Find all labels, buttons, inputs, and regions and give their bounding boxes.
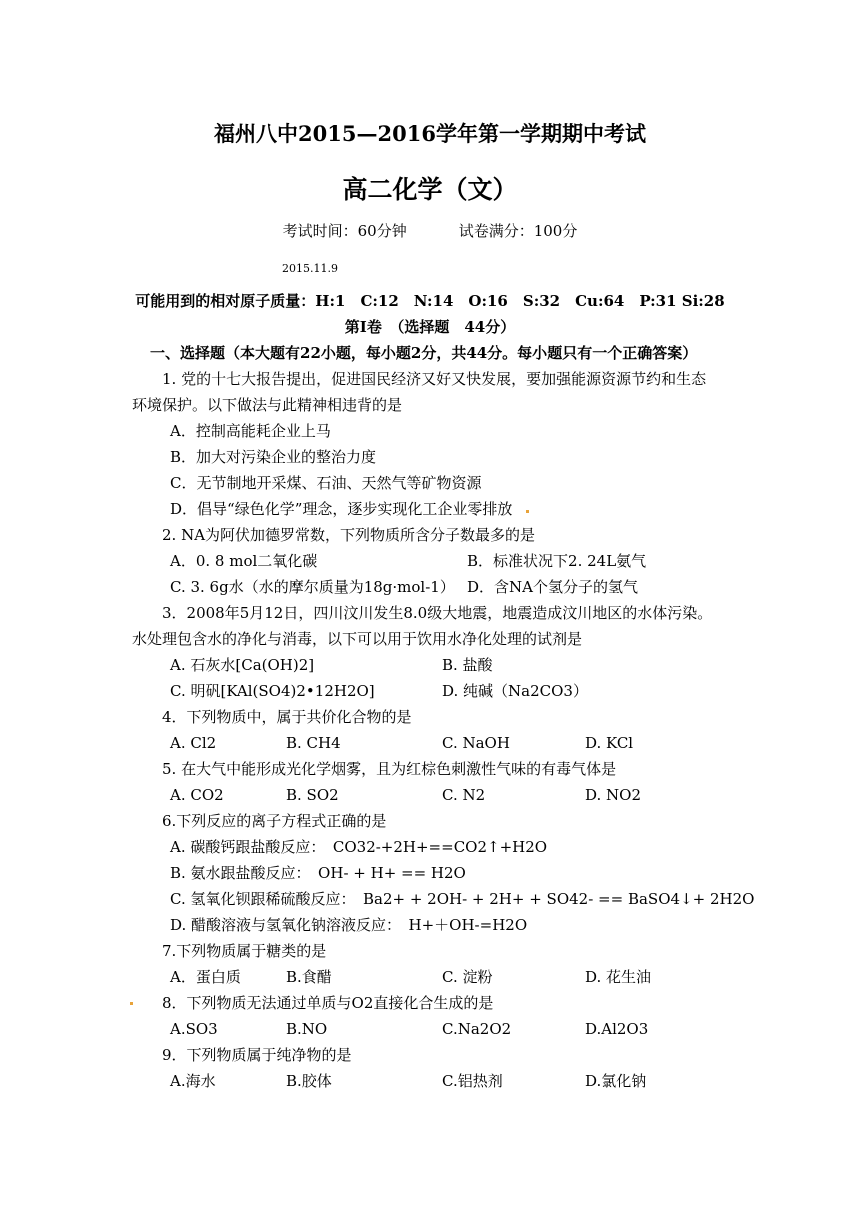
q3-option-d: D. 纯碱（Na2CO3）: [442, 682, 588, 700]
q2-option-c: C. 3. 6g水（水的摩尔质量为18g·mol-1）: [170, 578, 455, 596]
q4-option-b: B. CH4: [286, 734, 341, 752]
q9-option-d: D.氯化钠: [585, 1072, 647, 1090]
q9-option-c: C.铝热剂: [442, 1072, 503, 1090]
orange-dot-mark: [130, 1002, 133, 1005]
volume-heading: 第I卷 （选择题 44分）: [344, 318, 516, 336]
q8-option-a: A.SO3: [170, 1020, 218, 1038]
q4-option-c: C. NaOH: [442, 734, 510, 752]
q5-option-b: B. SO2: [286, 786, 339, 804]
q3-option-a: A. 石灰水[Ca(OH)2]: [170, 656, 315, 674]
q8-option-c: C.Na2O2: [442, 1020, 512, 1038]
q6-option-d: D. 醋酸溶液与氢氧化钠溶液反应： H+＋OH-=H2O: [170, 916, 528, 934]
q5-option-c: C. N2: [442, 786, 486, 804]
orange-dot-mark: [526, 510, 529, 513]
q6-option-b: B. 氨水跟盐酸反应： OH- + H+ == H2O: [170, 864, 466, 882]
q6-option-c: C. 氢氧化钡跟稀硫酸反应： Ba2+ + 2OH- + 2H+ + SO42- == BaSO4↓+ 2H2O: [170, 890, 755, 908]
q1-option-d: D．倡导“绿色化学”理念，逐步实现化工企业零排放: [170, 500, 513, 518]
q1-option-b: B．加大对污染企业的整治力度: [170, 448, 377, 466]
q8-option-d: D.Al2O3: [585, 1020, 649, 1038]
q7-option-d: D. 花生油: [585, 968, 652, 986]
exam-time: 考试时间：60分钟: [282, 222, 407, 240]
q2-stem: 2. NA为阿伏加德罗常数，下列物质所含分子数最多的是: [162, 526, 536, 544]
atomic-masses: 可能用到的相对原子质量：H:1 C:12 N:14 O:16 S:32 Cu:64 P:31 Si:28: [135, 292, 725, 310]
q6-option-a: A. 碳酸钙跟盐酸反应： CO32-+2H+==CO2↑+H2O: [170, 838, 548, 856]
q1-stem-line2: 环境保护。以下做法与此精神相违背的是: [132, 396, 403, 414]
q3-stem-line2: 水处理包含水的净化与消毒，以下可以用于饮用水净化处理的试剂是: [132, 630, 583, 648]
q1-stem-line1: 1. 党的十七大报告提出，促进国民经济又好又快发展，要加强能源资源节约和生态: [162, 370, 707, 388]
q4-option-d: D. KCl: [585, 734, 634, 752]
q7-stem: 7.下列物质属于糖类的是: [162, 942, 327, 960]
q1-option-a: A．控制高能耗企业上马: [170, 422, 331, 440]
q9-option-b: B.胶体: [286, 1072, 332, 1090]
section-heading: 一、选择题（本大题有22小题，每小题2分，共44分。每小题只有一个正确答案）: [150, 344, 698, 362]
full-score: 试卷满分：100分: [458, 222, 578, 240]
q2-option-b: B．标准状况下2. 24L氨气: [467, 552, 647, 570]
subject-title: 高二化学（文）: [342, 175, 518, 204]
school-title: 福州八中2015—2016学年第一学期期中考试: [214, 121, 646, 146]
q5-stem: 5. 在大气中能形成光化学烟雾，且为红棕色刺激性气味的有毒气体是: [162, 760, 617, 778]
q8-stem: 8．下列物质无法通过单质与O2直接化合生成的是: [162, 994, 494, 1012]
q1-option-c: C．无节制地开采煤、石油、天然气等矿物资源: [170, 474, 482, 492]
exam-date: 2015.11.9: [282, 262, 338, 275]
q2-option-a: A．0. 8 mol二氧化碳: [170, 552, 318, 570]
q4-stem: 4．下列物质中，属于共价化合物的是: [162, 708, 412, 726]
q7-option-c: C. 淀粉: [442, 968, 493, 986]
q6-stem: 6.下列反应的离子方程式正确的是: [162, 812, 387, 830]
q9-option-a: A.海水: [170, 1072, 216, 1090]
q3-option-b: B. 盐酸: [442, 656, 493, 674]
q4-option-a: A. Cl2: [170, 734, 217, 752]
q5-option-d: D. NO2: [585, 786, 641, 804]
exam-info: [0, 220, 860, 241]
q3-option-c: C. 明矾[KAl(SO4)2•12H2O]: [170, 682, 375, 700]
q8-option-b: B.NO: [286, 1020, 328, 1038]
q5-option-a: A. CO2: [170, 786, 224, 804]
q2-option-d: D．含NA个氢分子的氢气: [467, 578, 638, 596]
q3-stem-line1: 3．2008年5月12日，四川汶川发生8.0级大地震，地震造成汶川地区的水体污染。: [162, 604, 713, 622]
q7-option-a: A．蛋白质: [170, 968, 241, 986]
q9-stem: 9．下列物质属于纯净物的是: [162, 1046, 352, 1064]
q7-option-b: B.食醋: [286, 968, 332, 986]
